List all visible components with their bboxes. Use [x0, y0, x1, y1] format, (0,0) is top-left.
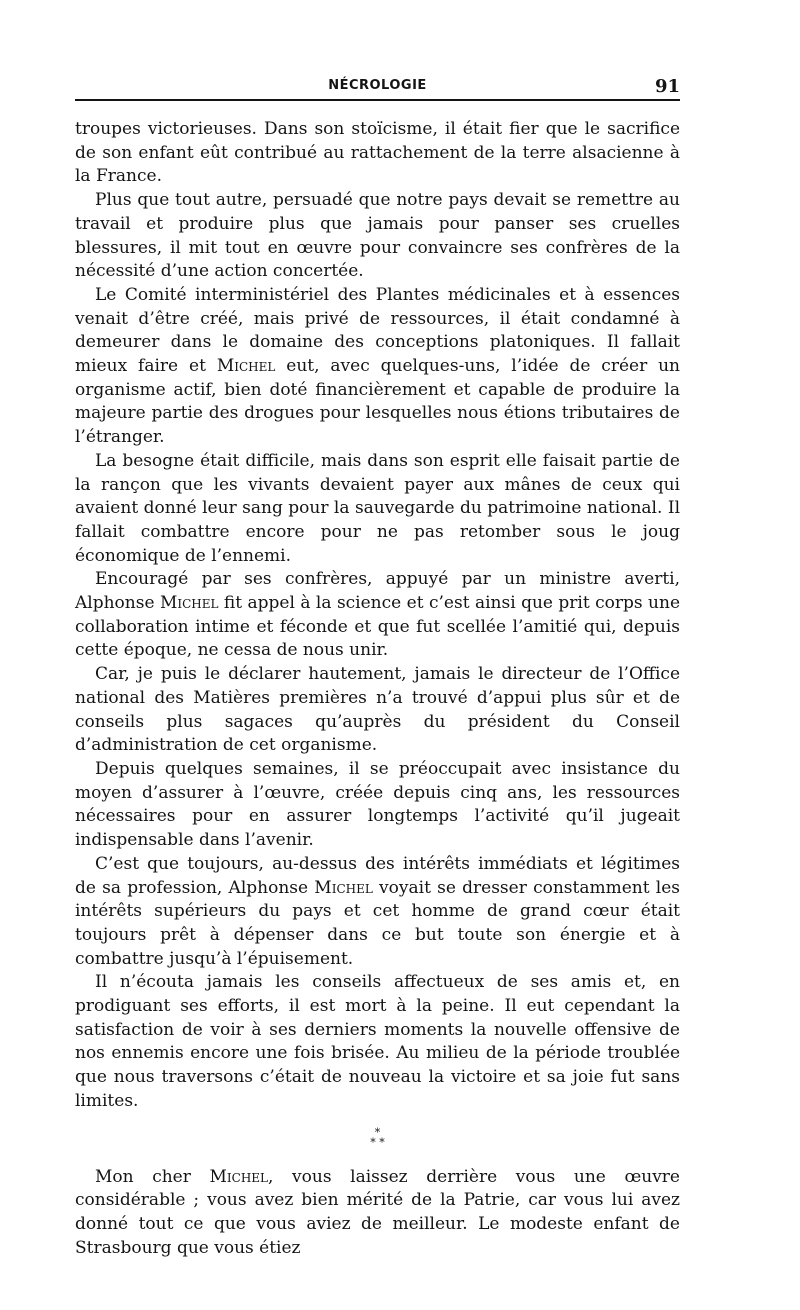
header-title: NÉCROLOGIE — [328, 78, 427, 93]
text-run: Car, je puis le déclarer hautement, jamais le directeur de l’Office national des Matières premières n’a trouvé d’appui plus sûr et de conseils plus sagaces qu’auprès du président du Conseil d’administration de cet organisme. — [75, 664, 680, 756]
text-run: Encouragé par ses confrères, appuyé par un ministre averti, Alphonse — [75, 569, 680, 614]
paragraph — [75, 758, 680, 853]
paragraph — [75, 971, 680, 1113]
name-smallcaps: Michel — [209, 1166, 269, 1187]
text-run: voyait se dresser constamment les intérêts supérieurs du pays et cet homme de grand cœur était toujours prêt à dépenser dans ce but toute son énergie et à combattre jusqu’à l’épuisement. — [75, 877, 680, 969]
paragraph — [75, 284, 680, 450]
paragraph — [75, 118, 680, 189]
text-run: , vous laissez derrière vous une œuvre considérable ; vous avez bien mérité de la Patrie, car vous lui avez donné tout ce que vous aviez de meilleur. Le modeste enfant de Strasbourg que vous étiez — [75, 1166, 680, 1258]
asterism-bottom: * * — [370, 1135, 385, 1149]
text-run: Il n’écouta jamais les conseils affectueux de ses amis et, en prodiguant ses efforts, il est mort à la peine. Il eut cependant la satisfaction de voir à ses derniers moments la nouvelle offensive de nos ennemis encore une fois brisée. Au milieu de la période troublée que nous traversons c’était de nouveau la victoire et sa joie fut sans limites. — [75, 972, 680, 1111]
text-run: Depuis quelques semaines, il se préoccupait avec insistance du moyen d’assurer à l’œuvre, créée depuis cinq ans, les ressources nécessaires pour en assurer longtemps l’activité qu’il jugeait indispensable dans l’avenir. — [75, 758, 680, 851]
text-run: Mon cher — [95, 1166, 210, 1187]
text-run: C’est que toujours, au-dessus des intérêts immédiats et légitimes de sa profession, Alphonse — [75, 853, 680, 898]
asterism-separator — [75, 1125, 680, 1149]
text-run: eut, avec quelques-uns, l’idée de créer un organisme actif, bien doté financièrement et capable de produire la majeure partie des drogues pour lesquelles nous étions tributaires de l’étranger. — [75, 356, 681, 448]
text-run: troupes victorieuses. Dans son stoïcisme, il était fier que le sacrifice de son enfant eût contribué au rattachement de la terre alsacienne à la France. — [75, 119, 680, 187]
name-smallcaps: Michel — [314, 877, 373, 898]
paragraph — [75, 450, 680, 569]
running-header — [75, 76, 680, 98]
page-number: 91 — [654, 76, 680, 97]
paragraph — [75, 568, 680, 663]
name-smallcaps: Michel — [159, 593, 219, 614]
text-run: Plus que tout autre, persuadé que notre pays devait se remettre au travail et produire plus que jamais pour panser ses cruelles blessures, il mit tout en œuvre pour convaincre ses confrères de la nécessité d’une action concertée. — [75, 190, 680, 282]
body-text — [75, 118, 680, 1260]
asterism-top: * — [374, 1125, 381, 1139]
paragraph — [75, 663, 680, 758]
final-paragraph — [75, 1166, 680, 1261]
text-run: Le Comité interministériel des Plantes médicinales et à essences venait d’être créé, mais privé de ressources, il était condamné à demeurer dans le domaine des conceptions platoniques. Il fallait mieux faire et — [75, 284, 680, 377]
paragraph — [75, 189, 680, 284]
name-smallcaps: Michel — [216, 356, 276, 377]
paragraph — [75, 853, 680, 972]
text-run: La besogne était difficile, mais dans son esprit elle faisait partie de la rançon que les vivants devaient payer aux mânes de ceux qui avaient donné leur sang pour la sauvegarde du patrimoine national. Il fallait combattre encore pour ne pas retomber sous le joug économique de l’ennemi. — [75, 450, 680, 566]
text-run: fit appel à la science et c’est ainsi que prit corps une collaboration intime et féconde et que fut scellée l’amitié qui, depuis cette époque, ne cessa de nous unir. — [75, 593, 680, 661]
header-rule — [75, 99, 680, 101]
